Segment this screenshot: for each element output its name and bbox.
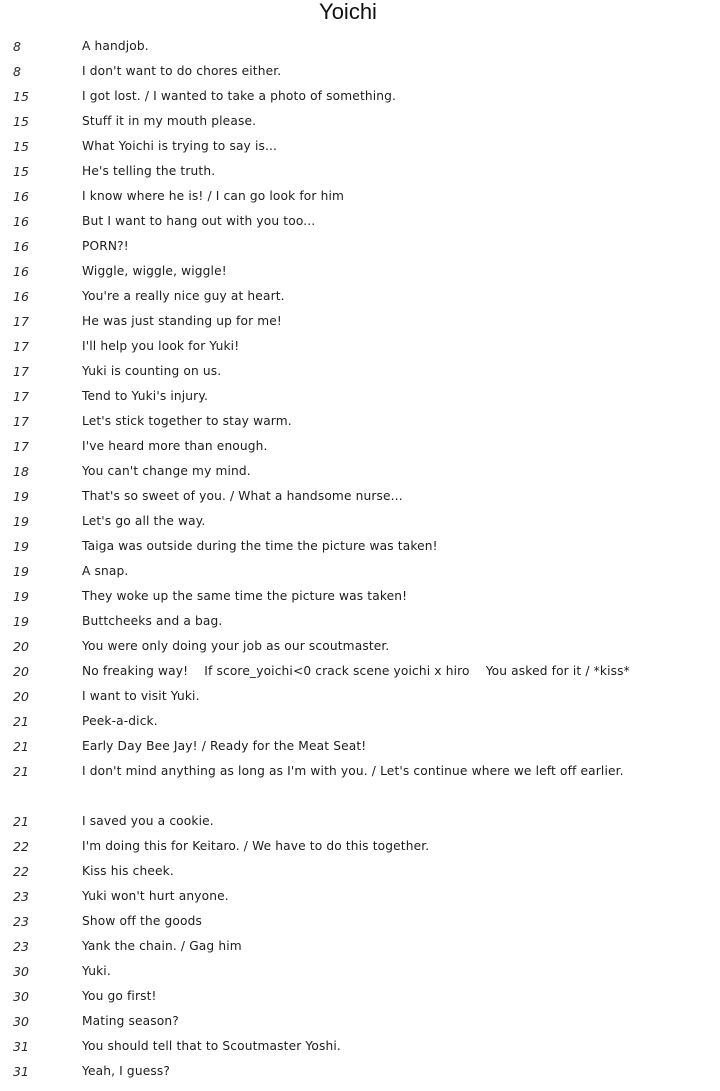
list-item — [0, 109, 720, 134]
day-number: 21 — [13, 764, 29, 779]
list-item — [0, 734, 720, 759]
day-number: 16 — [13, 214, 29, 229]
choice-text: Tend to Yuki's injury. — [82, 389, 208, 403]
choice-text: He's telling the truth. — [82, 164, 216, 178]
choice-text: I saved you a cookie. — [82, 814, 214, 828]
list-item — [0, 659, 720, 684]
day-number: 19 — [13, 489, 29, 504]
day-number: 15 — [13, 139, 29, 154]
day-number: 21 — [13, 814, 29, 829]
day-number: 22 — [13, 839, 29, 854]
choice-text: But I want to hang out with you too... — [82, 214, 316, 228]
day-number: 19 — [13, 539, 29, 554]
list-item — [0, 359, 720, 384]
choice-text: Let's stick together to stay warm. — [82, 414, 292, 428]
list-item — [0, 559, 720, 584]
day-number: 15 — [13, 114, 29, 129]
choice-list — [0, 34, 720, 1084]
choice-text: You should tell that to Scoutmaster Yoshi. — [82, 1039, 341, 1053]
page-title: Yoichi — [319, 0, 377, 24]
list-item — [0, 884, 720, 909]
day-number: 17 — [13, 314, 29, 329]
choice-text: I don't mind anything as long as I'm with you. / Let's continue where we left off earlier. — [82, 764, 624, 778]
day-number: 23 — [13, 914, 29, 929]
choice-text: That's so sweet of you. / What a handsome nurse... — [82, 489, 403, 503]
day-number: 30 — [13, 964, 29, 979]
list-item — [0, 809, 720, 834]
choice-text: You were only doing your job as our scoutmaster. — [82, 639, 390, 653]
list-item — [0, 759, 720, 784]
list-item — [0, 34, 720, 59]
choice-text: Wiggle, wiggle, wiggle! — [82, 264, 227, 278]
choice-text: Yeah, I guess? — [82, 1064, 170, 1078]
day-number: 20 — [13, 689, 29, 704]
day-number: 17 — [13, 364, 29, 379]
day-number: 31 — [13, 1064, 29, 1079]
list-item — [0, 459, 720, 484]
choice-text: They woke up the same time the picture was taken! — [82, 589, 408, 603]
list-item — [0, 509, 720, 534]
day-number: 16 — [13, 239, 29, 254]
choice-text: Kiss his cheek. — [82, 864, 174, 878]
day-number: 20 — [13, 639, 29, 654]
list-item — [0, 859, 720, 884]
day-number: 21 — [13, 714, 29, 729]
day-number: 23 — [13, 939, 29, 954]
list-item — [0, 1059, 720, 1084]
list-item — [0, 84, 720, 109]
list-item — [0, 834, 720, 859]
choice-text: Yuki. — [82, 964, 111, 978]
day-number: 30 — [13, 1014, 29, 1029]
list-item — [0, 159, 720, 184]
choice-text: A snap. — [82, 564, 129, 578]
list-item — [0, 209, 720, 234]
choice-text: A handjob. — [82, 39, 149, 53]
choice-text: Buttcheeks and a bag. — [82, 614, 223, 628]
list-item — [0, 709, 720, 734]
choice-text: I'll help you look for Yuki! — [82, 339, 240, 353]
choice-text: You go first! — [82, 989, 157, 1003]
list-item — [0, 984, 720, 1009]
day-number: 17 — [13, 414, 29, 429]
choice-text: Yank the chain. / Gag him — [82, 939, 242, 953]
choice-text: Show off the goods — [82, 914, 202, 928]
day-number: 31 — [13, 1039, 29, 1054]
choice-text: Peek-a-dick. — [82, 714, 158, 728]
choice-text: Yuki is counting on us. — [82, 364, 222, 378]
list-item — [0, 284, 720, 309]
list-item — [0, 534, 720, 559]
list-item — [0, 484, 720, 509]
choice-text: He was just standing up for me! — [82, 314, 282, 328]
choice-text: What Yoichi is trying to say is... — [82, 139, 278, 153]
list-item — [0, 234, 720, 259]
choice-text: Mating season? — [82, 1014, 179, 1028]
day-number: 19 — [13, 564, 29, 579]
list-item — [0, 584, 720, 609]
choice-text: You can't change my mind. — [82, 464, 251, 478]
choice-text: Stuff it in my mouth please. — [82, 114, 257, 128]
choice-text: I want to visit Yuki. — [82, 689, 200, 703]
list-item — [0, 934, 720, 959]
day-number: 8 — [13, 39, 21, 54]
list-item — [0, 434, 720, 459]
day-number: 19 — [13, 514, 29, 529]
day-number: 16 — [13, 189, 29, 204]
day-number: 15 — [13, 89, 29, 104]
list-item — [0, 609, 720, 634]
choice-text: Early Day Bee Jay! / Ready for the Meat Seat! — [82, 739, 367, 753]
day-number: 19 — [13, 614, 29, 629]
list-item — [0, 909, 720, 934]
day-number: 8 — [13, 64, 21, 79]
choice-text: No freaking way! If score_yoichi<0 crack scene yoichi x hiro You asked for it / *kiss* — [82, 664, 630, 678]
day-number: 20 — [13, 664, 29, 679]
day-number: 21 — [13, 739, 29, 754]
choice-text: I've heard more than enough. — [82, 439, 268, 453]
choice-text: You're a really nice guy at heart. — [82, 289, 285, 303]
choice-text: I'm doing this for Keitaro. / We have to do this together. — [82, 839, 430, 853]
list-item — [0, 1009, 720, 1034]
day-number: 17 — [13, 439, 29, 454]
choice-text: Yuki won't hurt anyone. — [82, 889, 229, 903]
list-item — [0, 684, 720, 709]
choice-text: PORN?! — [82, 239, 129, 253]
choice-text: I don't want to do chores either. — [82, 64, 282, 78]
day-number: 17 — [13, 389, 29, 404]
choice-text: I know where he is! / I can go look for him — [82, 189, 345, 203]
list-item — [0, 259, 720, 284]
list-item — [0, 59, 720, 84]
day-number: 17 — [13, 339, 29, 354]
day-number: 22 — [13, 864, 29, 879]
day-number: 16 — [13, 289, 29, 304]
list-item — [0, 134, 720, 159]
list-item — [0, 384, 720, 409]
day-number: 19 — [13, 589, 29, 604]
list-item — [0, 309, 720, 334]
list-item — [0, 184, 720, 209]
choice-text: I got lost. / I wanted to take a photo of something. — [82, 89, 397, 103]
list-item — [0, 1034, 720, 1059]
day-number: 16 — [13, 264, 29, 279]
list-item — [0, 634, 720, 659]
day-number: 18 — [13, 464, 29, 479]
list-item — [0, 334, 720, 359]
list-item — [0, 409, 720, 434]
day-number: 15 — [13, 164, 29, 179]
day-number: 30 — [13, 989, 29, 1004]
list-item — [0, 959, 720, 984]
choice-text: Let's go all the way. — [82, 514, 206, 528]
day-number: 23 — [13, 889, 29, 904]
choice-text: Taiga was outside during the time the picture was taken! — [82, 539, 438, 553]
